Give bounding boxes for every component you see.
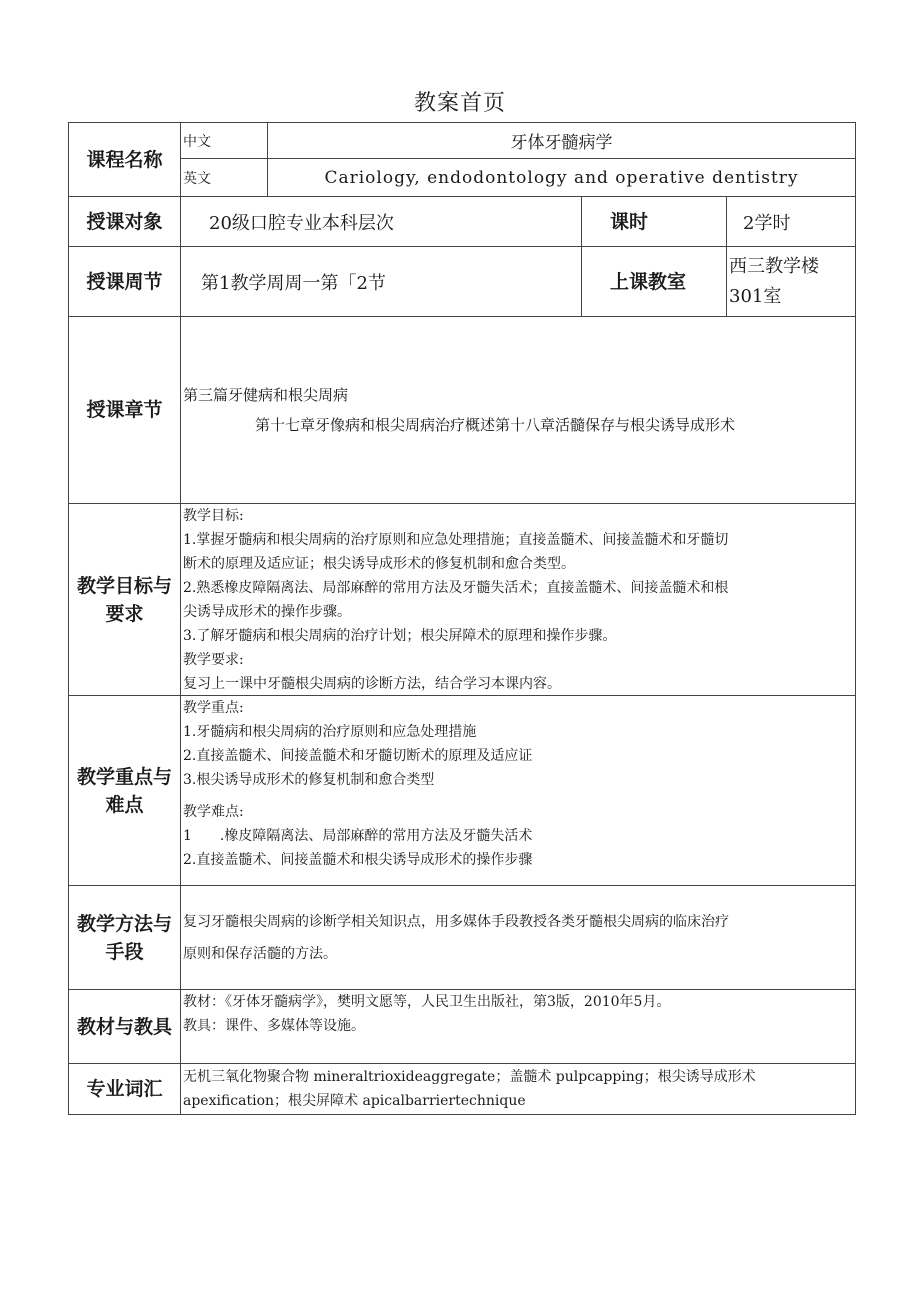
objectives-line: 教学目标: bbox=[183, 508, 244, 524]
schedule-value: 第1教学周周一第「2节 bbox=[181, 247, 582, 317]
audience-label: 授课对象 bbox=[69, 197, 181, 247]
course-en-label: 英文 bbox=[181, 159, 268, 197]
hours-value: 2学时 bbox=[727, 197, 856, 247]
methods-label-line2: 手段 bbox=[105, 940, 144, 963]
chapter-label: 授课章节 bbox=[69, 317, 181, 504]
methods-label-line1: 教学方法与 bbox=[76, 912, 172, 935]
key-line: 2.直接盖髓术、间接盖髓术和牙髓切断术的原理及适应证 bbox=[183, 748, 533, 764]
audience-value: 20级口腔专业本科层次 bbox=[181, 197, 582, 247]
vocab-line: 无机三氧化物聚合物 mineraltrioxideaggregate；盖髓术 pulpcapping；根尖诱导成形术 bbox=[183, 1069, 756, 1085]
methods-content bbox=[181, 886, 856, 990]
objectives-content bbox=[181, 504, 856, 696]
keypoints-label-line2: 难点 bbox=[105, 793, 144, 816]
objectives-line: 1.掌握牙髓病和根尖周病的治疗原则和应急处理措施；直接盖髓术、间接盖髓术和牙髓切 bbox=[183, 532, 729, 548]
materials-content bbox=[181, 990, 856, 1064]
room-value-line1: 西三教学楼 bbox=[729, 255, 819, 277]
key-line: 1.牙髓病和根尖周病的治疗原则和应急处理措施 bbox=[183, 724, 477, 740]
key-line: 3.根尖诱导成形术的修复机制和愈合类型 bbox=[183, 772, 435, 788]
course-zh-label: 中文 bbox=[181, 123, 268, 159]
objectives-line: 3.了解牙髓病和根尖周病的治疗计划；根尖屏障术的原理和操作步骤。 bbox=[183, 628, 617, 644]
page-title: 教案首页 bbox=[413, 91, 506, 116]
vocab-content bbox=[181, 1064, 856, 1115]
room-value-line2: 301室 bbox=[729, 285, 782, 307]
methods-label bbox=[69, 886, 181, 990]
diff-line: 1 .橡皮障隔离法、局部麻醉的常用方法及牙髓失活术 bbox=[183, 828, 533, 844]
course-zh-value: 牙体牙髓病学 bbox=[268, 123, 856, 159]
methods-line: 原则和保存活髓的方法。 bbox=[183, 945, 337, 962]
methods-line: 复习牙髓根尖周病的诊断学相关知识点，用多媒体手段教授各类牙髓根尖周病的临床治疗 bbox=[183, 913, 729, 930]
schedule-label: 授课周节 bbox=[69, 247, 181, 317]
objectives-line: 2.熟悉橡皮障隔离法、局部麻醉的常用方法及牙髓失活术；直接盖髓术、间接盖髓术和根 bbox=[183, 580, 729, 596]
vocab-line: apexification；根尖屏障术 apicalbarriertechnique bbox=[183, 1093, 526, 1109]
vocab-label: 专业词汇 bbox=[69, 1064, 181, 1115]
course-en-value: Cariology, endodontology and operative dentistry bbox=[268, 159, 856, 197]
materials-line: 教材：《牙体牙髓病学》，樊明文愿等，人民卫生出版社，第3版，2010年5月。 bbox=[183, 994, 671, 1010]
room-label: 上课教室 bbox=[582, 247, 727, 317]
keypoints-content bbox=[181, 696, 856, 886]
key-title: 教学重点: bbox=[183, 700, 244, 716]
materials-line: 教具：课件、多媒体等设施。 bbox=[183, 1018, 365, 1034]
objectives-label bbox=[69, 504, 181, 696]
hours-label: 课时 bbox=[582, 197, 727, 247]
objectives-label-line1: 教学目标与 bbox=[76, 574, 172, 597]
objectives-line: 教学要求: bbox=[183, 652, 244, 668]
lesson-plan-table bbox=[68, 122, 856, 1115]
keypoints-label-line1: 教学重点与 bbox=[76, 765, 172, 788]
objectives-label-line2: 要求 bbox=[105, 602, 144, 625]
diff-title: 教学难点: bbox=[183, 804, 244, 820]
objectives-line: 断术的原理及适应证；根尖诱导成形术的修复机制和愈合类型。 bbox=[183, 556, 575, 572]
chapter-title: 第十七章牙像病和根尖周病治疗概述第十八章活髓保存与根尖诱导成形术 bbox=[255, 416, 736, 434]
room-value bbox=[727, 247, 856, 317]
chapter-part: 第三篇牙健病和根尖周病 bbox=[183, 386, 349, 404]
course-name-label: 课程名称 bbox=[69, 123, 181, 197]
materials-label: 教材与教具 bbox=[69, 990, 181, 1064]
diff-line: 2.直接盖髓术、间接盖髓术和根尖诱导成形术的操作步骤 bbox=[183, 852, 533, 868]
chapter-value bbox=[181, 317, 856, 504]
keypoints-label bbox=[69, 696, 181, 886]
objectives-line: 尖诱导成形术的操作步骤。 bbox=[183, 604, 351, 620]
objectives-line: 复习上一课中牙髓根尖周病的诊断方法，结合学习本课内容。 bbox=[183, 676, 561, 692]
